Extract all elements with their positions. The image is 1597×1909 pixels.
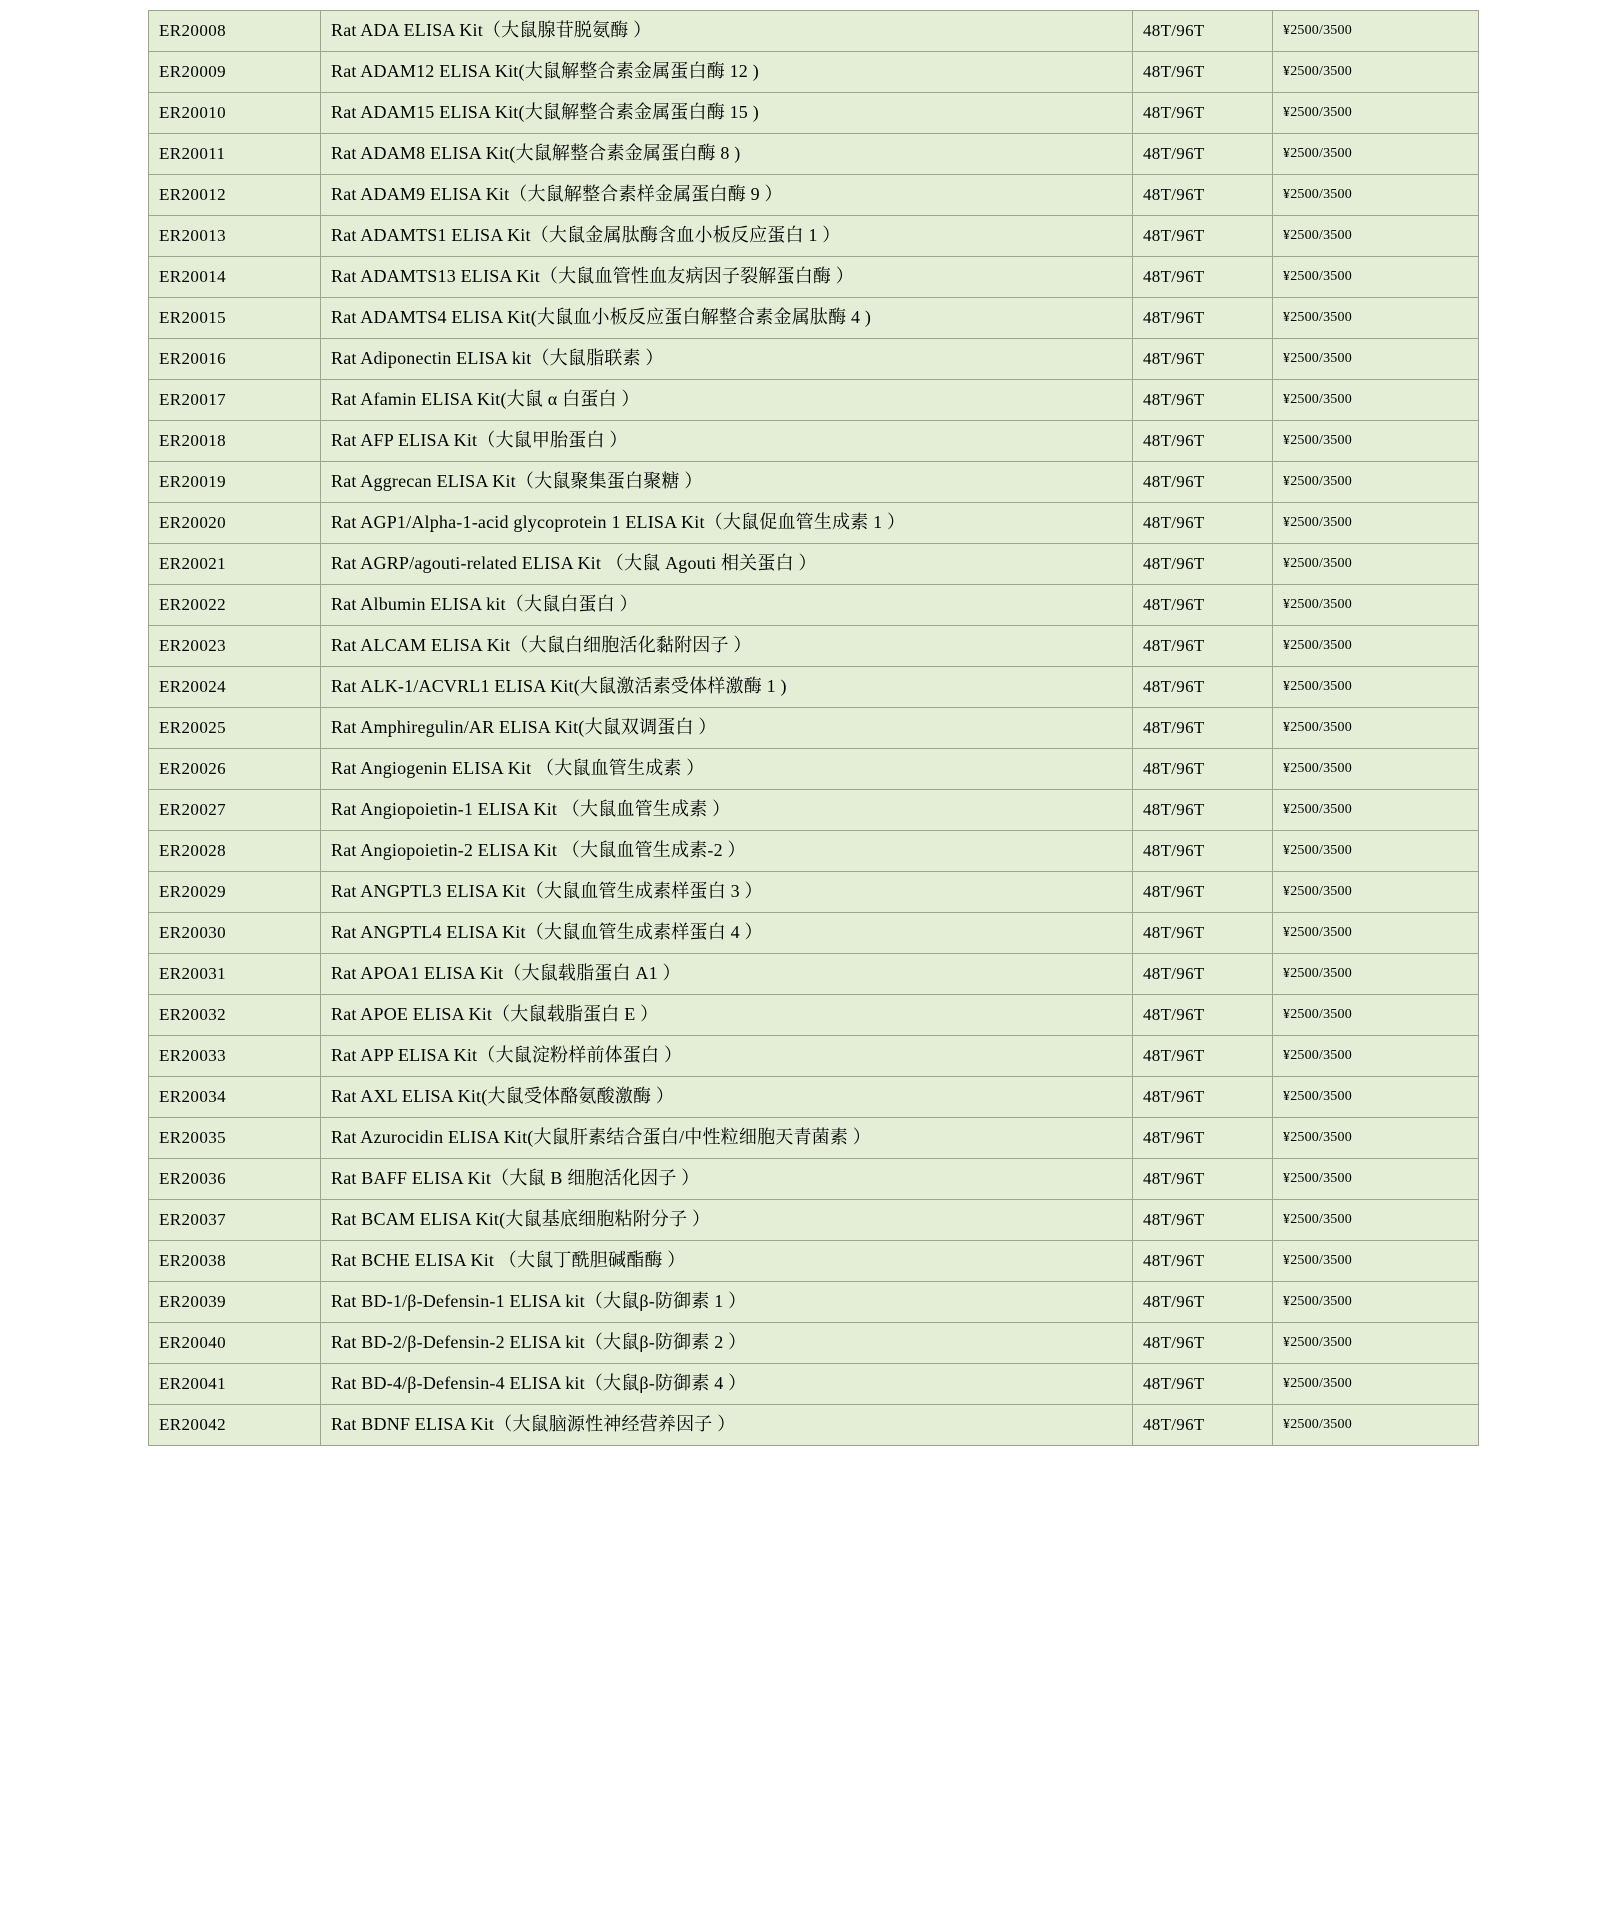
cell-product-code: ER20038 bbox=[149, 1241, 321, 1282]
cell-specification: 48T/96T bbox=[1133, 1282, 1273, 1323]
table-row bbox=[149, 1364, 1479, 1405]
cell-product-code: ER20019 bbox=[149, 462, 321, 503]
table-row bbox=[149, 954, 1479, 995]
cell-product-code: ER20028 bbox=[149, 831, 321, 872]
cell-specification: 48T/96T bbox=[1133, 1241, 1273, 1282]
cell-product-code: ER20030 bbox=[149, 913, 321, 954]
cell-product-code: ER20009 bbox=[149, 52, 321, 93]
cell-product-name: Rat ALK-1/ACVRL1 ELISA Kit(大鼠激活素受体样激酶 1 ) bbox=[321, 667, 1133, 708]
table-row bbox=[149, 1323, 1479, 1364]
table-row bbox=[149, 11, 1479, 52]
cell-product-code: ER20010 bbox=[149, 93, 321, 134]
cell-price: ¥2500/3500 bbox=[1273, 1323, 1479, 1364]
cell-price: ¥2500/3500 bbox=[1273, 1364, 1479, 1405]
cell-price: ¥2500/3500 bbox=[1273, 503, 1479, 544]
cell-product-name: Rat ADAM12 ELISA Kit(大鼠解整合素金属蛋白酶 12 ) bbox=[321, 52, 1133, 93]
table-row bbox=[149, 667, 1479, 708]
cell-specification: 48T/96T bbox=[1133, 1159, 1273, 1200]
cell-product-code: ER20025 bbox=[149, 708, 321, 749]
cell-specification: 48T/96T bbox=[1133, 913, 1273, 954]
cell-product-code: ER20013 bbox=[149, 216, 321, 257]
table-row bbox=[149, 626, 1479, 667]
cell-price: ¥2500/3500 bbox=[1273, 1241, 1479, 1282]
table-row bbox=[149, 503, 1479, 544]
cell-product-name: Rat Aggrecan ELISA Kit（大鼠聚集蛋白聚糖 ） bbox=[321, 462, 1133, 503]
cell-product-code: ER20020 bbox=[149, 503, 321, 544]
cell-price: ¥2500/3500 bbox=[1273, 1036, 1479, 1077]
table-row bbox=[149, 790, 1479, 831]
cell-price: ¥2500/3500 bbox=[1273, 995, 1479, 1036]
table-row bbox=[149, 175, 1479, 216]
cell-specification: 48T/96T bbox=[1133, 831, 1273, 872]
cell-product-code: ER20032 bbox=[149, 995, 321, 1036]
cell-specification: 48T/96T bbox=[1133, 11, 1273, 52]
cell-price: ¥2500/3500 bbox=[1273, 93, 1479, 134]
cell-product-name: Rat Angiopoietin-1 ELISA Kit （大鼠血管生成素 ） bbox=[321, 790, 1133, 831]
cell-product-name: Rat AFP ELISA Kit（大鼠甲胎蛋白 ） bbox=[321, 421, 1133, 462]
table-row bbox=[149, 913, 1479, 954]
cell-product-name: Rat ADAMTS13 ELISA Kit（大鼠血管性血友病因子裂解蛋白酶 ） bbox=[321, 257, 1133, 298]
cell-product-name: Rat ALCAM ELISA Kit（大鼠白细胞活化黏附因子 ） bbox=[321, 626, 1133, 667]
cell-price: ¥2500/3500 bbox=[1273, 667, 1479, 708]
cell-price: ¥2500/3500 bbox=[1273, 298, 1479, 339]
cell-product-name: Rat ADAMTS4 ELISA Kit(大鼠血小板反应蛋白解整合素金属肽酶 4 ) bbox=[321, 298, 1133, 339]
table-row bbox=[149, 1077, 1479, 1118]
cell-product-code: ER20037 bbox=[149, 1200, 321, 1241]
cell-specification: 48T/96T bbox=[1133, 298, 1273, 339]
cell-price: ¥2500/3500 bbox=[1273, 708, 1479, 749]
cell-product-code: ER20040 bbox=[149, 1323, 321, 1364]
table-row bbox=[149, 1282, 1479, 1323]
cell-product-name: Rat ANGPTL4 ELISA Kit（大鼠血管生成素样蛋白 4 ） bbox=[321, 913, 1133, 954]
table-row bbox=[149, 1036, 1479, 1077]
table-row bbox=[149, 872, 1479, 913]
cell-specification: 48T/96T bbox=[1133, 134, 1273, 175]
cell-price: ¥2500/3500 bbox=[1273, 462, 1479, 503]
cell-product-code: ER20024 bbox=[149, 667, 321, 708]
cell-product-code: ER20039 bbox=[149, 1282, 321, 1323]
cell-price: ¥2500/3500 bbox=[1273, 421, 1479, 462]
cell-product-code: ER20012 bbox=[149, 175, 321, 216]
cell-product-name: Rat AGRP/agouti-related ELISA Kit （大鼠 Agouti 相关蛋白 ） bbox=[321, 544, 1133, 585]
cell-product-code: ER20021 bbox=[149, 544, 321, 585]
cell-specification: 48T/96T bbox=[1133, 1036, 1273, 1077]
cell-specification: 48T/96T bbox=[1133, 585, 1273, 626]
elisa-kit-table bbox=[148, 10, 1479, 1446]
table-row bbox=[149, 257, 1479, 298]
cell-product-code: ER20027 bbox=[149, 790, 321, 831]
cell-product-name: Rat ADAM15 ELISA Kit(大鼠解整合素金属蛋白酶 15 ) bbox=[321, 93, 1133, 134]
cell-product-name: Rat ADAMTS1 ELISA Kit（大鼠金属肽酶含血小板反应蛋白 1 ） bbox=[321, 216, 1133, 257]
table-row bbox=[149, 93, 1479, 134]
cell-product-name: Rat BAFF ELISA Kit（大鼠 B 细胞活化因子 ） bbox=[321, 1159, 1133, 1200]
cell-specification: 48T/96T bbox=[1133, 216, 1273, 257]
cell-specification: 48T/96T bbox=[1133, 954, 1273, 995]
table-row bbox=[149, 1200, 1479, 1241]
cell-product-name: Rat AXL ELISA Kit(大鼠受体酪氨酸激酶 ） bbox=[321, 1077, 1133, 1118]
cell-product-code: ER20034 bbox=[149, 1077, 321, 1118]
cell-specification: 48T/96T bbox=[1133, 667, 1273, 708]
cell-product-code: ER20035 bbox=[149, 1118, 321, 1159]
cell-price: ¥2500/3500 bbox=[1273, 175, 1479, 216]
cell-price: ¥2500/3500 bbox=[1273, 134, 1479, 175]
table-row bbox=[149, 585, 1479, 626]
table-row bbox=[149, 831, 1479, 872]
cell-price: ¥2500/3500 bbox=[1273, 749, 1479, 790]
cell-price: ¥2500/3500 bbox=[1273, 257, 1479, 298]
cell-price: ¥2500/3500 bbox=[1273, 216, 1479, 257]
cell-price: ¥2500/3500 bbox=[1273, 1159, 1479, 1200]
cell-product-name: Rat AGP1/Alpha-1-acid glycoprotein 1 ELISA Kit（大鼠促血管生成素 1 ） bbox=[321, 503, 1133, 544]
cell-product-code: ER20042 bbox=[149, 1405, 321, 1446]
cell-specification: 48T/96T bbox=[1133, 995, 1273, 1036]
table-row bbox=[149, 216, 1479, 257]
table-row bbox=[149, 1159, 1479, 1200]
cell-product-name: Rat BD-4/β-Defensin-4 ELISA kit（大鼠β-防御素 4 ） bbox=[321, 1364, 1133, 1405]
cell-price: ¥2500/3500 bbox=[1273, 1405, 1479, 1446]
cell-specification: 48T/96T bbox=[1133, 544, 1273, 585]
cell-specification: 48T/96T bbox=[1133, 503, 1273, 544]
cell-specification: 48T/96T bbox=[1133, 708, 1273, 749]
cell-product-name: Rat APOA1 ELISA Kit（大鼠载脂蛋白 A1 ） bbox=[321, 954, 1133, 995]
table-row bbox=[149, 134, 1479, 175]
cell-specification: 48T/96T bbox=[1133, 1364, 1273, 1405]
cell-product-name: Rat BDNF ELISA Kit（大鼠脑源性神经营养因子 ） bbox=[321, 1405, 1133, 1446]
cell-price: ¥2500/3500 bbox=[1273, 380, 1479, 421]
cell-product-code: ER20041 bbox=[149, 1364, 321, 1405]
cell-price: ¥2500/3500 bbox=[1273, 11, 1479, 52]
table-row bbox=[149, 1241, 1479, 1282]
cell-specification: 48T/96T bbox=[1133, 872, 1273, 913]
cell-product-name: Rat BCAM ELISA Kit(大鼠基底细胞粘附分子 ） bbox=[321, 1200, 1133, 1241]
cell-price: ¥2500/3500 bbox=[1273, 1200, 1479, 1241]
cell-product-code: ER20031 bbox=[149, 954, 321, 995]
table-row bbox=[149, 749, 1479, 790]
cell-specification: 48T/96T bbox=[1133, 339, 1273, 380]
cell-price: ¥2500/3500 bbox=[1273, 626, 1479, 667]
cell-product-code: ER20017 bbox=[149, 380, 321, 421]
cell-product-code: ER20011 bbox=[149, 134, 321, 175]
cell-product-name: Rat ADAM9 ELISA Kit（大鼠解整合素样金属蛋白酶 9 ） bbox=[321, 175, 1133, 216]
cell-product-code: ER20014 bbox=[149, 257, 321, 298]
cell-product-code: ER20015 bbox=[149, 298, 321, 339]
cell-product-name: Rat Albumin ELISA kit（大鼠白蛋白 ） bbox=[321, 585, 1133, 626]
cell-price: ¥2500/3500 bbox=[1273, 1077, 1479, 1118]
cell-specification: 48T/96T bbox=[1133, 462, 1273, 503]
cell-price: ¥2500/3500 bbox=[1273, 339, 1479, 380]
cell-product-name: Rat APP ELISA Kit（大鼠淀粉样前体蛋白 ） bbox=[321, 1036, 1133, 1077]
cell-price: ¥2500/3500 bbox=[1273, 1118, 1479, 1159]
cell-price: ¥2500/3500 bbox=[1273, 872, 1479, 913]
cell-specification: 48T/96T bbox=[1133, 1200, 1273, 1241]
cell-product-code: ER20008 bbox=[149, 11, 321, 52]
cell-product-name: Rat ADA ELISA Kit（大鼠腺苷脱氨酶 ） bbox=[321, 11, 1133, 52]
table-row bbox=[149, 1405, 1479, 1446]
cell-product-name: Rat BD-1/β-Defensin-1 ELISA kit（大鼠β-防御素 1 ） bbox=[321, 1282, 1133, 1323]
cell-product-code: ER20016 bbox=[149, 339, 321, 380]
table-row bbox=[149, 1118, 1479, 1159]
cell-price: ¥2500/3500 bbox=[1273, 52, 1479, 93]
cell-product-code: ER20026 bbox=[149, 749, 321, 790]
cell-product-code: ER20022 bbox=[149, 585, 321, 626]
table-row bbox=[149, 995, 1479, 1036]
cell-specification: 48T/96T bbox=[1133, 175, 1273, 216]
cell-product-name: Rat APOE ELISA Kit（大鼠载脂蛋白 E ） bbox=[321, 995, 1133, 1036]
cell-specification: 48T/96T bbox=[1133, 626, 1273, 667]
table-row bbox=[149, 421, 1479, 462]
cell-specification: 48T/96T bbox=[1133, 52, 1273, 93]
cell-price: ¥2500/3500 bbox=[1273, 790, 1479, 831]
table-body bbox=[149, 11, 1479, 1446]
cell-specification: 48T/96T bbox=[1133, 257, 1273, 298]
cell-specification: 48T/96T bbox=[1133, 1323, 1273, 1364]
cell-specification: 48T/96T bbox=[1133, 1405, 1273, 1446]
cell-product-name: Rat Angiogenin ELISA Kit （大鼠血管生成素 ） bbox=[321, 749, 1133, 790]
cell-product-name: Rat Angiopoietin-2 ELISA Kit （大鼠血管生成素-2 ） bbox=[321, 831, 1133, 872]
cell-product-name: Rat Amphiregulin/AR ELISA Kit(大鼠双调蛋白 ） bbox=[321, 708, 1133, 749]
table-row bbox=[149, 544, 1479, 585]
cell-product-name: Rat ANGPTL3 ELISA Kit（大鼠血管生成素样蛋白 3 ） bbox=[321, 872, 1133, 913]
cell-product-code: ER20018 bbox=[149, 421, 321, 462]
cell-product-name: Rat ADAM8 ELISA Kit(大鼠解整合素金属蛋白酶 8 ) bbox=[321, 134, 1133, 175]
cell-specification: 48T/96T bbox=[1133, 1077, 1273, 1118]
cell-product-name: Rat Azurocidin ELISA Kit(大鼠肝素结合蛋白/中性粒细胞天青菌素 ） bbox=[321, 1118, 1133, 1159]
table-row bbox=[149, 380, 1479, 421]
cell-price: ¥2500/3500 bbox=[1273, 585, 1479, 626]
cell-product-code: ER20029 bbox=[149, 872, 321, 913]
table-row bbox=[149, 339, 1479, 380]
cell-price: ¥2500/3500 bbox=[1273, 913, 1479, 954]
cell-product-code: ER20023 bbox=[149, 626, 321, 667]
cell-specification: 48T/96T bbox=[1133, 93, 1273, 134]
cell-specification: 48T/96T bbox=[1133, 380, 1273, 421]
cell-specification: 48T/96T bbox=[1133, 1118, 1273, 1159]
cell-price: ¥2500/3500 bbox=[1273, 544, 1479, 585]
table-row bbox=[149, 52, 1479, 93]
cell-specification: 48T/96T bbox=[1133, 790, 1273, 831]
cell-product-name: Rat Afamin ELISA Kit(大鼠 α 白蛋白 ） bbox=[321, 380, 1133, 421]
cell-specification: 48T/96T bbox=[1133, 749, 1273, 790]
cell-price: ¥2500/3500 bbox=[1273, 1282, 1479, 1323]
cell-product-code: ER20033 bbox=[149, 1036, 321, 1077]
cell-product-name: Rat Adiponectin ELISA kit（大鼠脂联素 ） bbox=[321, 339, 1133, 380]
cell-price: ¥2500/3500 bbox=[1273, 954, 1479, 995]
table-row bbox=[149, 298, 1479, 339]
cell-product-name: Rat BD-2/β-Defensin-2 ELISA kit（大鼠β-防御素 2 ） bbox=[321, 1323, 1133, 1364]
cell-specification: 48T/96T bbox=[1133, 421, 1273, 462]
cell-price: ¥2500/3500 bbox=[1273, 831, 1479, 872]
cell-product-name: Rat BCHE ELISA Kit （大鼠丁酰胆碱酯酶 ） bbox=[321, 1241, 1133, 1282]
table-row bbox=[149, 462, 1479, 503]
cell-product-code: ER20036 bbox=[149, 1159, 321, 1200]
table-row bbox=[149, 708, 1479, 749]
